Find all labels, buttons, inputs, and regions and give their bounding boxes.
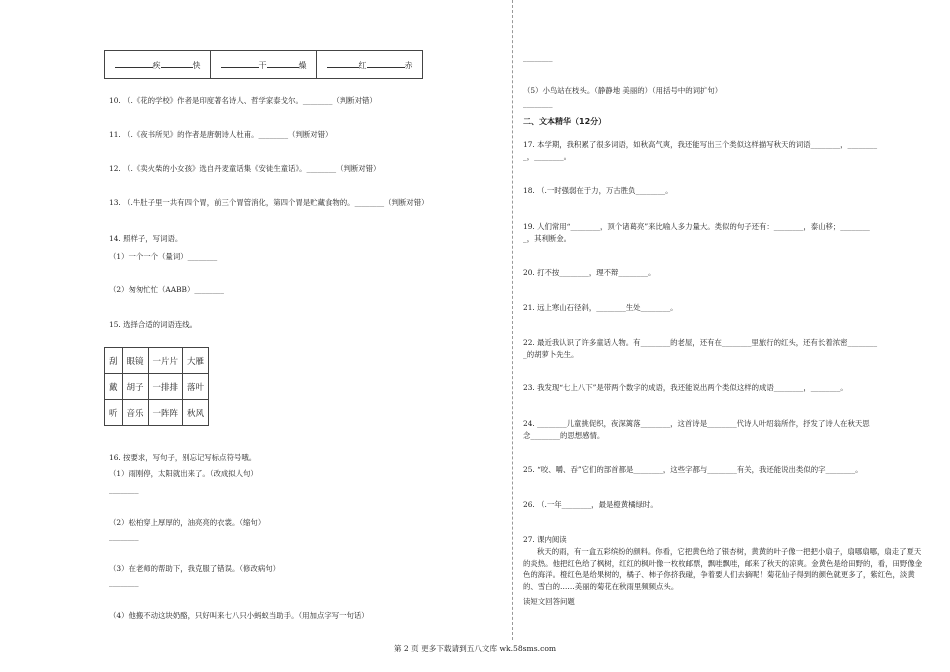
question-27: 27. 课内阅读 (523, 535, 567, 544)
question-24: 24. ________儿童挑促织，夜深篱落________，这首诗是________代诗人叶绍翁所作，抒发了诗人在秋天思 (523, 419, 870, 428)
question-16-2: （2）松柏穿上厚厚的，油亮亮的衣裳。（缩句） (109, 518, 266, 527)
table-cell: 一阵阵 (148, 400, 183, 426)
column-divider (512, 0, 513, 640)
question-11: 11. （.《夜书所见》的作者是唐朝诗人杜甫。________（判断对错） (109, 130, 333, 139)
table-cell-2: 干 燥 (211, 51, 317, 79)
table-cell: 音乐 (122, 400, 148, 426)
question-14-2: （2）匆匆忙忙（AABB）________ (109, 285, 224, 294)
question-18: 18. （.一时强弱在于力，万古胜负________。 (523, 186, 673, 195)
question-19-cont: _，其利断金。 (523, 234, 572, 243)
question-22-cont: _的胡萝卜先生。 (523, 350, 579, 359)
question-16-1: （1）雨刚停，太阳就出来了。（改成拟人句） (109, 469, 258, 478)
question-25: 25. “咬、嚼、吞”它们的部首都是________，这些字都与________有关，我还能说出类似的字________。 (523, 465, 863, 474)
question-26: 26. （.一年________，最是橙黄橘绿时。 (523, 500, 658, 509)
table-cell: 眼镜 (122, 348, 148, 374)
question-13: 13. （.牛肚子里一共有四个胃，前三个胃管消化，第四个胃是贮藏食物的。________（判断对错） (109, 198, 429, 207)
answer-blank: ________ (523, 53, 553, 62)
table-cell: 一排排 (148, 374, 183, 400)
antonym-table (104, 50, 423, 79)
question-14-1: （1）一个一个（量词）________ (109, 252, 218, 261)
table-cell: 秋风 (183, 400, 209, 426)
answer-blank: ________ (109, 532, 139, 541)
table-cell-3: 红 赤 (317, 51, 423, 79)
question-16-3: （3）在老师的帮助下，我克服了错误。（修改病句） (109, 564, 280, 573)
question-21: 21. 远上寒山石径斜，________生处________。 (523, 303, 678, 312)
table-cell-1: 疾 快 (105, 51, 211, 79)
question-15: 15. 选择合适的词语连线。 (109, 320, 198, 329)
reading-prompt: 读短文回答问题 (523, 597, 575, 606)
question-17: 17. 本学期，我积累了很多词语，如秋高气爽，我还能写出三个类似这样描写秋天的词语________，________ (523, 140, 878, 149)
question-20: 20. 打不按________，理不辩________。 (523, 268, 656, 277)
table-cell: 戴 (105, 374, 123, 400)
table-cell: 一片片 (148, 348, 183, 374)
reading-passage: 秋天的雨，有一盒五彩缤纷的颜料。你看，它把黄色给了银杏树，黄黄的叶子像一把把小扇子，扇哪扇哪，扇走了夏天的炎热。他把红色给了枫树，红红的枫叶像一枚枚邮票，飘哇飘哇，邮来了秋天的凉爽。金黄色是给田野的，看，田野像金色的海洋。橙红色是给果树的，橘子、柿子你挤我碰，争着要人们去摘呢！菊花仙子得到的颜色就更多了，紫红色，淡黄的、雪白的……美丽的菊花在秋雨里频频点头。 (523, 547, 923, 591)
question-23: 23. 我发现“七上八下”是带两个数字的成语，我还能说出两个类似这样的成语________，________。 (523, 383, 848, 392)
answer-blank: ________ (109, 578, 139, 587)
question-22: 22. 最近我认识了许多童话人物。有________的老屋，还有在________里旅行的红头，还有长着浓密________ (523, 338, 878, 347)
question-24-cont: 念________的思想感情。 (523, 431, 605, 440)
table-cell: 听 (105, 400, 123, 426)
table-cell: 落叶 (183, 374, 209, 400)
section-heading: 二、文本精华（12分） (523, 117, 607, 126)
answer-blank: ________ (109, 485, 139, 494)
question-19: 19. 人们常用“________，顶个诸葛亮”来比喻人多力量大。类似的句子还有：________，泰山移；________ (523, 222, 870, 231)
answer-blank: ________ (523, 99, 553, 108)
question-16: 16. 按要求，写句子，别忘记写标点符号哦。 (109, 453, 257, 462)
question-16-4: （4）他搬不动这块奶酪，只好叫来七八只小蚂蚁当助手。（用加点字写一句话） (109, 611, 369, 620)
question-14: 14. 照样子，写词语。 (109, 234, 183, 243)
question-12: 12. （.《卖火柴的小女孩》选自丹麦童话集《安徒生童话》。________（判断对错） (109, 164, 381, 173)
question-10: 10. （.《花的学校》作者是印度著名诗人、哲学家泰戈尔。________（判断对错） (109, 96, 377, 105)
matching-table (104, 347, 209, 426)
question-17-cont: _，________。 (523, 152, 572, 161)
question-5: （5）小鸟站在枝头。（静静地 美丽的）（用括号中的词扩句） (523, 86, 723, 95)
page-footer: 第 2 页 更多下载请到五八文库 wk.58sms.com (393, 644, 557, 653)
table-cell: 大雁 (183, 348, 209, 374)
table-cell: 胡子 (122, 374, 148, 400)
table-cell: 刮 (105, 348, 123, 374)
